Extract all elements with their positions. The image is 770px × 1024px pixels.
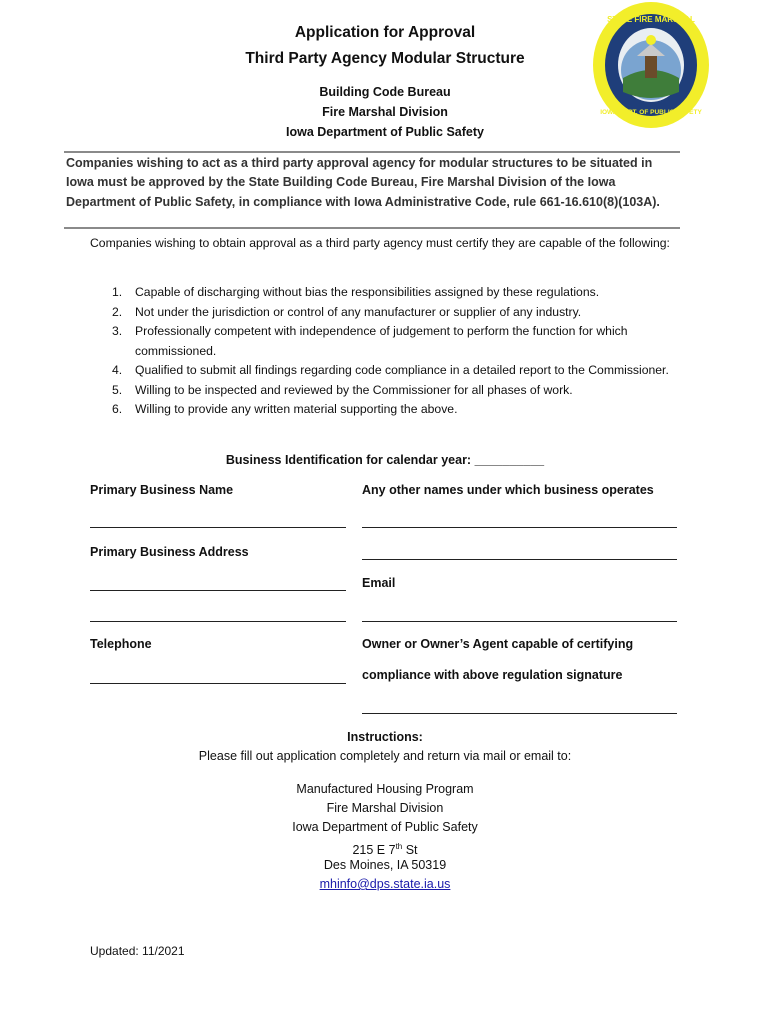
approval-notice-text: Companies wishing to act as a third party approval agency for modular structures to be situated in Iowa must be approved by the State Building Code Bureau, Fire Marshal Division of the Iowa Department of Public Safety, in compliance with Iowa Administrative Code, rule 661-16.610(8)(103A). [66,156,660,209]
title-line-2: Third Party Agency Modular Structure [245,50,525,67]
primary-business-name-field[interactable] [90,527,346,528]
approval-notice [64,151,680,229]
requirement-item: 5. Willing to be inspected and reviewed by the Commissioner for all phases of work. [112,382,573,397]
business-identification-heading: Business Identification for calendar year: __________ [225,453,545,467]
other-names-field[interactable] [362,527,677,528]
requirement-item: 3. Professionally competent with independence of judgement to perform the function for which commissioned. [112,324,628,358]
address-line-2: Fire Marshal Division [326,801,444,815]
org-line-1: Building Code Bureau [319,85,451,99]
org-line-3: Iowa Department of Public Safety [286,125,484,139]
city-state-zip: Des Moines, IA 50319 [323,858,447,872]
street-address: 215 E 7th St [352,842,418,858]
signature-label-line-1: Owner or Owner’s Agent capable of certifying [362,637,634,651]
requirement-item: 6. Willing to provide any written material supporting the above. [112,402,458,416]
intro-text: Companies wishing to obtain approval as a third party agency must certify they are capable of the following: [90,236,670,250]
svg-text:IOWA DEPT. OF PUBLIC SAFETY: IOWA DEPT. OF PUBLIC SAFETY [600,109,702,116]
telephone-label: Telephone [90,637,152,651]
requirement-item: 2. Not under the jurisdiction or control of any manufacturer or supplier of any industry. [112,304,582,319]
signature-label-line-2: compliance with above regulation signature [362,668,623,682]
primary-business-name-label: Primary Business Name [90,483,234,497]
primary-business-address-field-1[interactable] [90,590,346,591]
primary-business-address-label: Primary Business Address [90,545,249,559]
updated-date: Updated: 11/2021 [90,944,185,958]
instructions-heading: Instructions: [347,730,423,744]
other-names-field-2[interactable] [362,559,677,560]
title-line-1: Application for Approval [294,24,476,41]
requirement-item: 1. Capable of discharging without bias the responsibilities assigned by these regulations. [112,285,600,299]
email-label: Email [362,576,396,590]
svg-text:STATE FIRE MARSHAL: STATE FIRE MARSHAL [607,15,695,24]
email-field[interactable] [362,621,677,622]
instructions-text: Please fill out application completely and return via mail or email to: [198,749,572,763]
contact-email-link[interactable]: mhinfo@dps.state.ia.us [319,877,451,891]
address-line-3: Iowa Department of Public Safety [292,820,478,834]
org-line-2: Fire Marshal Division [322,105,448,119]
primary-business-address-field-2[interactable] [90,621,346,622]
address-line-1: Manufactured Housing Program [296,782,474,796]
requirements-list [90,283,670,420]
telephone-field[interactable] [90,683,346,684]
requirement-item: 4. Qualified to submit all findings regarding code compliance in a detailed report to the Commissioner. [112,363,669,377]
other-names-label: Any other names under which business operates [362,483,654,497]
signature-field[interactable] [362,713,677,714]
email-link-row [0,875,770,894]
